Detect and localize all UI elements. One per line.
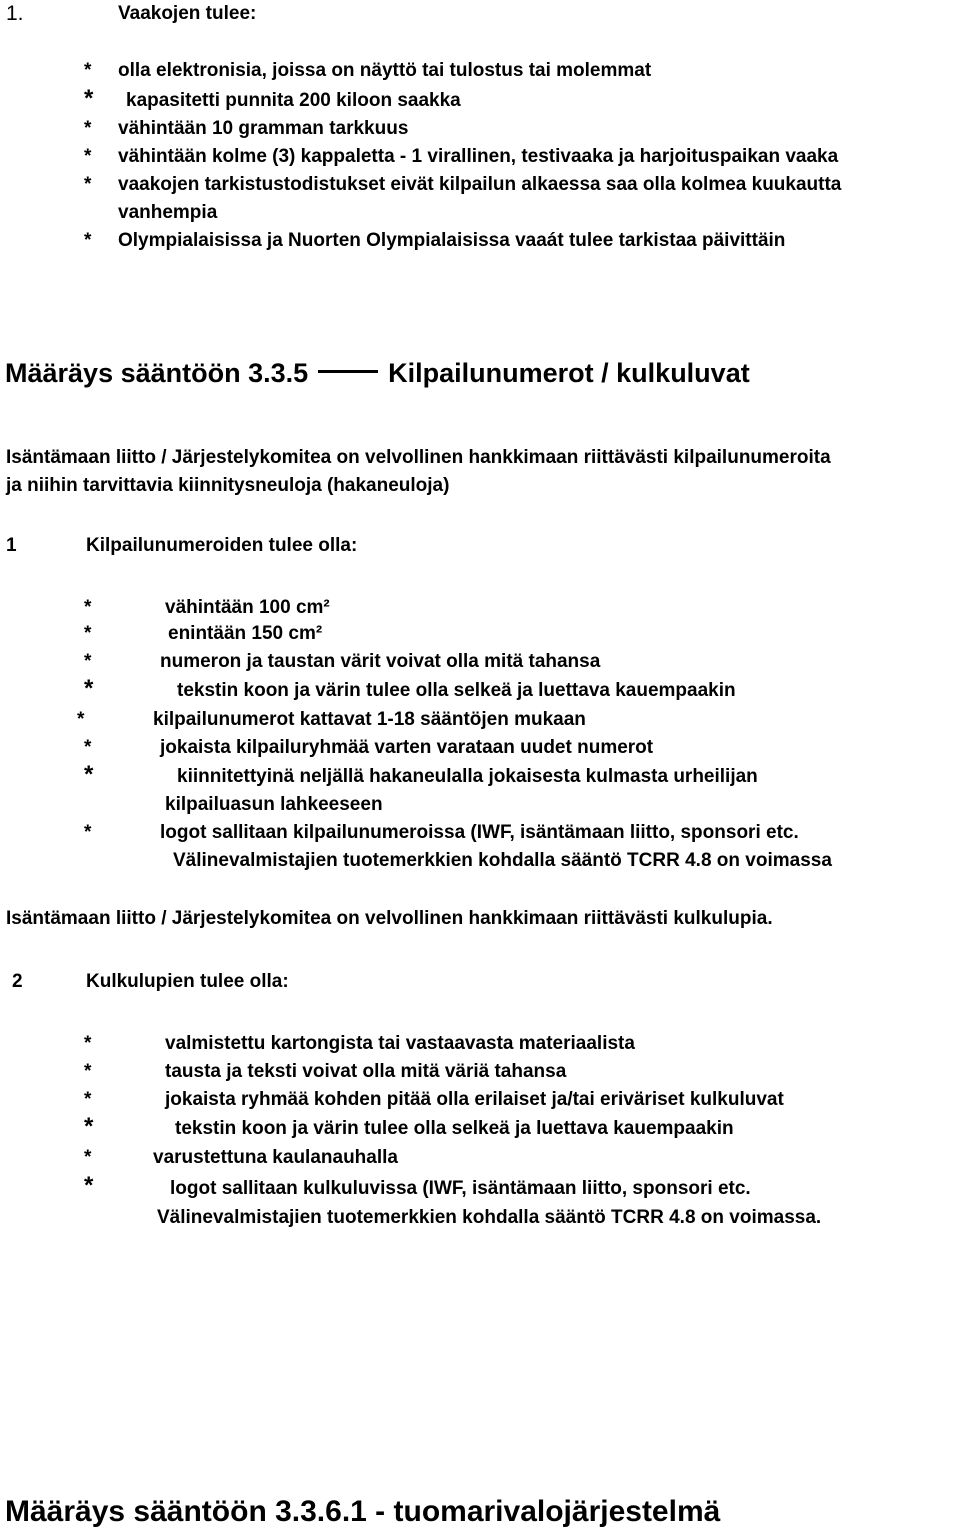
bullet: * xyxy=(84,1089,92,1110)
section1-item: Olympialaisissa ja Nuorten Olympialaisissa vaaát tulee tarkistaa päivittäin xyxy=(118,230,786,251)
section1-item: olla elektronisia, joissa on näyttö tai tulostus tai molemmat xyxy=(118,60,652,81)
section1-item: vähintään 10 gramman tarkkuus xyxy=(118,118,409,139)
list1-item-continuation: kilpailuasun lahkeeseen xyxy=(165,794,383,815)
passes-intro: Isäntämaan liitto / Järjestelykomitea on velvollinen hankkimaan riittävästi kulkulupia. xyxy=(6,908,773,929)
list2-item: jokaista ryhmää kohden pitää olla erilaiset ja/tai eriväriset kulkuluvat xyxy=(165,1089,784,1110)
list1-number: 1 xyxy=(6,535,17,556)
section1-item: vaakojen tarkistustodistukset eivät kilpailun alkaessa saa olla kolmea kuukautta xyxy=(118,174,842,195)
bullet: * xyxy=(84,597,92,618)
list1-item: numeron ja taustan värit voivat olla mitä tahansa xyxy=(160,651,601,672)
rule-3361-heading: Määräys sääntöön 3.3.6.1 - tuomarivalojärjestelmä xyxy=(5,1495,721,1528)
bullet: * xyxy=(84,60,92,81)
rule-335-prefix: Määräys sääntöön 3.3.5 xyxy=(5,358,309,388)
bullet: * xyxy=(77,709,85,730)
section1-number: 1. xyxy=(6,2,24,25)
list2-title: Kulkulupien tulee olla: xyxy=(86,971,289,992)
bullet: * xyxy=(84,737,92,758)
bullet: * xyxy=(84,85,94,112)
section1-item: vähintään kolme (3) kappaletta - 1 virallinen, testivaaka ja harjoituspaikan vaaka xyxy=(118,146,839,167)
bullet: * xyxy=(84,651,92,672)
rule-335-intro-cont: ja niihin tarvittavia kiinnitysneuloja (hakaneuloja) xyxy=(6,475,450,496)
bullet: * xyxy=(84,146,92,167)
bullet: * xyxy=(84,1147,92,1168)
rule-335-heading xyxy=(5,357,750,389)
bullet: * xyxy=(84,1172,94,1199)
list2-item: tekstin koon ja värin tulee olla selkeä ja luettava kauempaakin xyxy=(175,1118,734,1139)
list2-item: logot sallitaan kulkuluvissa (IWF, isäntämaan liitto, sponsori etc. xyxy=(170,1178,751,1199)
rule-335-intro: Isäntämaan liitto / Järjestelykomitea on velvollinen hankkimaan riittävästi kilpailunumeroita xyxy=(6,447,831,468)
list2-number: 2 xyxy=(12,971,23,992)
list1-item: kiinnitettyinä neljällä hakaneulalla jokaisesta kulmasta urheilijan xyxy=(177,766,758,787)
list1-title: Kilpailunumeroiden tulee olla: xyxy=(86,535,358,556)
bullet: * xyxy=(84,118,92,139)
list1-item: tekstin koon ja värin tulee olla selkeä ja luettava kauempaakin xyxy=(177,680,736,701)
section1-item-continuation: vanhempia xyxy=(118,202,218,223)
section1-title: Vaakojen tulee: xyxy=(118,3,257,24)
rule-335-title: Kilpailunumerot / kulkuluvat xyxy=(388,358,750,388)
list1-item-continuation: Välinevalmistajien tuotemerkkien kohdalla sääntö TCRR 4.8 on voimassa xyxy=(173,850,832,871)
list2-item: tausta ja teksti voivat olla mitä väriä tahansa xyxy=(165,1061,567,1082)
bullet: * xyxy=(84,761,94,788)
list1-item: enintään 150 cm² xyxy=(168,623,323,644)
list2-item-continuation: Välinevalmistajien tuotemerkkien kohdalla sääntö TCRR 4.8 on voimassa. xyxy=(157,1207,822,1228)
bullet: * xyxy=(84,675,94,702)
list2-item: valmistettu kartongista tai vastaavasta materiaalista xyxy=(165,1033,635,1054)
bullet: * xyxy=(84,1113,94,1140)
bullet: * xyxy=(84,623,92,644)
list1-item: vähintään 100 cm² xyxy=(165,597,330,618)
bullet: * xyxy=(84,174,92,195)
list2-item: varustettuna kaulanauhalla xyxy=(153,1147,398,1168)
list1-item: logot sallitaan kilpailunumeroissa (IWF, isäntämaan liitto, sponsori etc. xyxy=(160,822,799,843)
section1-item: kapasitetti punnita 200 kiloon saakka xyxy=(126,90,461,111)
bullet: * xyxy=(84,822,92,843)
bullet: * xyxy=(84,1061,92,1082)
list1-item: kilpailunumerot kattavat 1-18 sääntöjen mukaan xyxy=(153,709,586,730)
list1-item: jokaista kilpailuryhmää varten varataan uudet numerot xyxy=(160,737,654,758)
heading-dash xyxy=(318,370,378,373)
bullet: * xyxy=(84,1033,92,1054)
bullet: * xyxy=(84,230,92,251)
